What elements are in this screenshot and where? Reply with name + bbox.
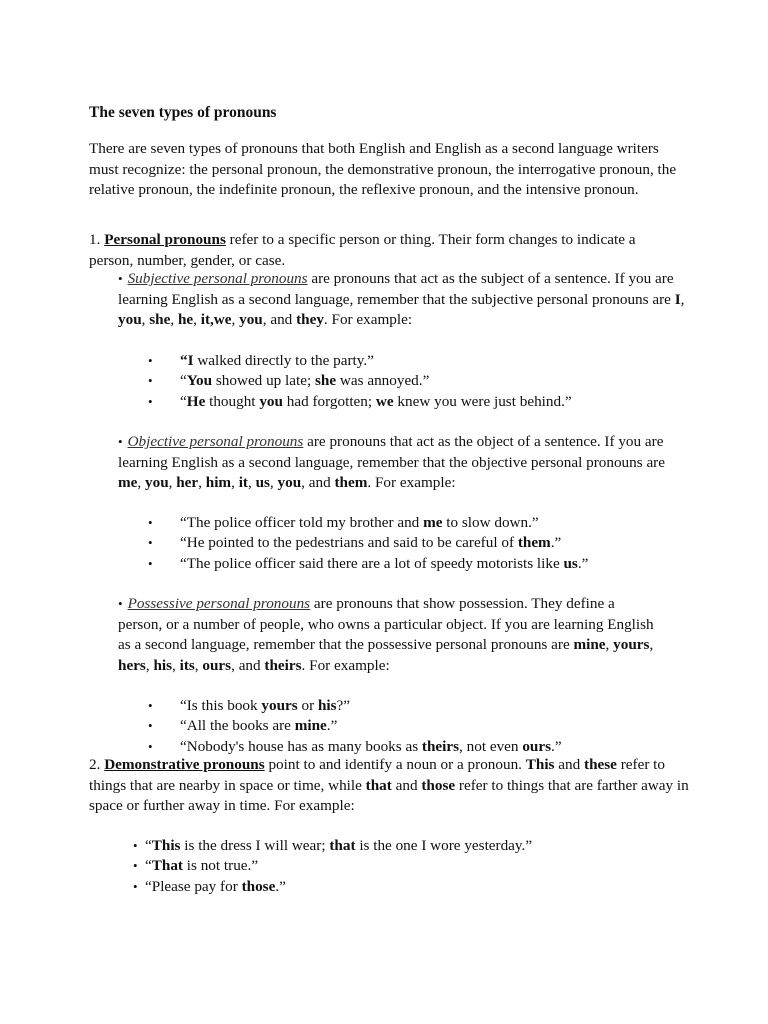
emphasis: us xyxy=(563,554,578,572)
pronoun: it xyxy=(238,474,248,491)
possessive-examples xyxy=(148,696,562,757)
pronoun: him xyxy=(205,474,232,491)
subjective-paragraph: • Subjective personal pronouns are pronouns that act as the subject of a sentence. If you are learning English as a second language, remember that the subjective personal pronouns are I, you, she, he, it,we, you, and they. For example: xyxy=(118,270,685,328)
example-text: “Is this book xyxy=(180,697,262,714)
section-number: 1. xyxy=(89,231,101,248)
example-text: “The police officer told my brother and xyxy=(180,514,424,531)
emphasis: me xyxy=(423,514,443,531)
example-text: ?” xyxy=(336,697,351,714)
pronoun: they xyxy=(296,311,324,328)
example-text: is not true.” xyxy=(182,857,259,875)
conjunction: and xyxy=(308,474,331,491)
list-item xyxy=(148,513,588,533)
emphasis: those xyxy=(241,877,276,895)
bullet: • xyxy=(118,596,123,611)
pronoun: it, xyxy=(200,311,214,328)
emphasis: that xyxy=(329,837,356,854)
bullet: • xyxy=(148,698,153,713)
pronoun: me xyxy=(118,474,138,491)
example-text: “Nobody's house has as many books as xyxy=(180,737,422,755)
pronoun: her xyxy=(176,474,199,491)
example-text: thought xyxy=(205,392,260,410)
possessive-text-end: . For example: xyxy=(301,656,390,674)
example-text: had forgotten; xyxy=(282,392,376,410)
example-text: is the dress I will wear; xyxy=(180,837,330,854)
possessive-text: are pronouns that show possession. They define a person, or a number of people, who owns a particular object. If you are learning English as a second language, remember that the possessive personal pronouns are xyxy=(118,595,654,653)
intro-paragraph: There are seven types of pronouns that both English and English as a second language writers must recognize: the personal pronoun, the demonstrative pronoun, the interrogative pronoun, the relative pronoun, the indefinite pronoun, the reflexive pronoun, and the intensive pronoun. xyxy=(89,140,677,198)
example-text: “ xyxy=(145,837,152,854)
list-item xyxy=(148,371,572,391)
example-text: showed up late; xyxy=(212,372,315,390)
pronoun: she xyxy=(149,311,171,328)
pronoun: mine xyxy=(573,636,606,653)
section-text: and xyxy=(395,776,418,794)
bullet: • xyxy=(118,434,123,449)
section-text: refer to a specific person or thing. Their form changes to indicate a person, number, gender, or case. xyxy=(89,231,636,269)
emphasis: you xyxy=(259,392,283,410)
bullet: • xyxy=(148,535,153,551)
pronoun: you xyxy=(277,474,302,491)
section-personal-pronouns xyxy=(89,230,659,271)
pronoun: yours xyxy=(613,636,650,653)
example-text: .” xyxy=(551,737,562,755)
subjective-examples xyxy=(148,351,572,412)
list-item xyxy=(148,392,572,412)
list-item xyxy=(133,877,532,897)
example-text: to slow down.” xyxy=(442,514,539,531)
example-text: “He pointed to the pedestrians and said to be careful of xyxy=(180,534,518,552)
example-text: “The police officer said there are a lot of speedy motorists like xyxy=(180,554,564,572)
list-item xyxy=(133,836,532,856)
pronoun: I xyxy=(674,290,681,308)
section-text: and xyxy=(558,756,581,773)
example-text: knew you were just behind.” xyxy=(393,392,572,410)
bullet: • xyxy=(148,373,153,389)
emphasis: these xyxy=(584,756,617,773)
emphasis: she xyxy=(315,372,337,390)
objective-text-end: . For example: xyxy=(367,474,456,491)
section-text: point to and identify a noun or a pronoun. xyxy=(268,756,522,773)
emphasis: his xyxy=(317,697,337,714)
bullet: • xyxy=(148,393,153,409)
emphasis: “I xyxy=(180,352,194,369)
section-text: refer to things that are nearby in space or time, while xyxy=(89,756,665,794)
conjunction: and xyxy=(270,311,293,328)
example-text: “ xyxy=(145,857,152,875)
objective-paragraph: • Objective personal pronouns are pronouns that act as the object of a sentence. If you are learning English as a second language, remember that the objective personal pronouns are me, you, her, him, it, us, you, and them. For example: xyxy=(118,433,665,491)
section-text: refer to things that are farther away in space or further away in time. For example: xyxy=(89,776,689,814)
subjective-text: are pronouns that act as the subject of a sentence. If you are learning English as a second language, remember that the subjective personal pronouns are xyxy=(118,270,674,308)
possessive-term: Possessive personal pronouns xyxy=(127,595,311,612)
pronoun: his xyxy=(153,656,173,674)
section-number: 2. xyxy=(89,756,101,773)
example-text: walked directly to the party.” xyxy=(193,352,374,369)
emphasis: That xyxy=(151,857,183,875)
pronoun: its xyxy=(179,656,195,674)
emphasis: You xyxy=(186,372,213,390)
bullet: • xyxy=(133,878,138,894)
pronoun: us xyxy=(255,474,270,491)
example-text: “All the books are xyxy=(180,717,295,735)
objective-text: are pronouns that act as the object of a sentence. If you are learning English as a second language, remember that the objective personal pronouns are xyxy=(118,433,665,471)
bullet: • xyxy=(148,515,153,530)
emphasis: that xyxy=(365,776,392,794)
emphasis: those xyxy=(421,776,456,794)
example-text: “ xyxy=(180,392,187,410)
example-text: .” xyxy=(577,554,589,572)
bullet: • xyxy=(133,858,138,874)
objective-examples xyxy=(148,513,588,574)
emphasis: mine xyxy=(294,717,327,735)
pronoun: theirs xyxy=(264,656,302,674)
pronoun: you xyxy=(145,474,169,491)
bullet: • xyxy=(148,353,153,368)
example-text: “ xyxy=(180,372,187,390)
pronoun: ours xyxy=(202,656,232,674)
example-text: is the one I wore yesterday.” xyxy=(355,837,533,854)
bullet: • xyxy=(118,271,123,286)
pronoun: hers xyxy=(118,656,146,674)
subjective-term: Subjective personal pronouns xyxy=(127,270,308,287)
pronoun: you xyxy=(118,311,142,328)
list-item xyxy=(148,351,572,371)
emphasis: theirs xyxy=(421,737,460,755)
list-item xyxy=(148,716,562,736)
pronoun: you xyxy=(239,311,263,328)
emphasis: This xyxy=(151,837,181,854)
pronoun: we xyxy=(213,311,232,328)
example-text: or xyxy=(297,697,318,714)
demonstrative-examples xyxy=(133,836,532,897)
section-demonstrative-pronouns xyxy=(89,755,689,817)
example-text: .” xyxy=(275,877,286,895)
bullet: • xyxy=(133,838,138,853)
bullet: • xyxy=(148,555,153,571)
emphasis: them xyxy=(517,534,551,552)
subjective-text-end: . For example: xyxy=(323,311,413,328)
document-title: The seven types of pronouns xyxy=(89,104,277,121)
example-text: .” xyxy=(326,717,338,735)
emphasis: yours xyxy=(261,697,298,714)
pronoun: he xyxy=(177,311,194,328)
possessive-paragraph: • Possessive personal pronouns are pronouns that show possession. They define a person, or a number of people, who owns a particular object. If you are learning English as a second language, remember that the possessive personal pronouns are mine, yours, hers, his, its, ours, and theirs. For example: xyxy=(118,595,654,674)
list-item xyxy=(148,696,562,716)
example-text: , not even xyxy=(459,737,523,755)
bullet: • xyxy=(148,738,153,754)
emphasis: He xyxy=(186,392,206,410)
conjunction: and xyxy=(238,656,261,674)
example-text: “Please pay for xyxy=(145,877,242,895)
objective-term: Objective personal pronouns xyxy=(127,433,304,450)
pronoun: them xyxy=(334,474,368,491)
list-item xyxy=(148,533,588,553)
emphasis: we xyxy=(375,392,394,410)
list-item xyxy=(133,856,532,876)
section-term: Demonstrative pronouns xyxy=(104,756,265,773)
bullet: • xyxy=(148,718,153,734)
emphasis: This xyxy=(525,756,555,773)
section-term: Personal pronouns xyxy=(104,231,226,248)
list-item xyxy=(148,554,588,574)
example-text: was annoyed.” xyxy=(336,372,430,390)
example-text: .” xyxy=(550,534,562,552)
emphasis: ours xyxy=(522,737,552,755)
